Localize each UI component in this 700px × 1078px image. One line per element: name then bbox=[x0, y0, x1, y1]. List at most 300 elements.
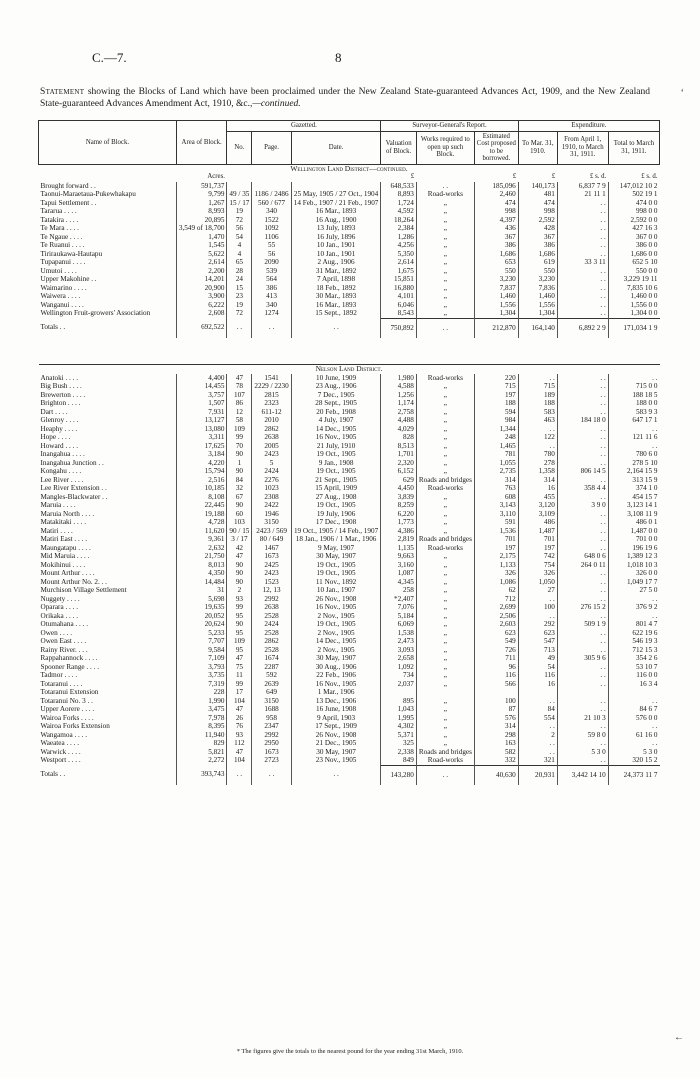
cell-to: 1,556 bbox=[518, 301, 557, 310]
cell-works: „ bbox=[416, 292, 474, 301]
cell-area: 11,620 bbox=[176, 527, 227, 536]
cell-to: 2,592 bbox=[518, 216, 557, 225]
cell-name: Mount Arthur . . . . bbox=[40, 569, 95, 577]
cell-no: 109 bbox=[227, 425, 252, 434]
cell-to: 1,304 bbox=[518, 309, 557, 318]
cell-est: 40,630 bbox=[474, 765, 518, 785]
cell-works: „ bbox=[416, 416, 474, 425]
cell-val: 1,286 bbox=[381, 233, 416, 242]
cell-val: 1,135 bbox=[381, 544, 416, 553]
cell-val: 2,320 bbox=[381, 459, 416, 468]
cell-date: 9 May, 1907 bbox=[291, 544, 381, 553]
cell-tot: 278 5 10 bbox=[608, 459, 659, 468]
cell-page: 12, 13 bbox=[252, 586, 291, 595]
cell-tot: 326 0 0 bbox=[608, 569, 659, 578]
cell-est: 2,735 bbox=[474, 467, 518, 476]
cell-from: . . bbox=[557, 637, 608, 646]
cell-page: 2528 bbox=[252, 646, 291, 655]
cell-date: 7 Dec., 1905 bbox=[291, 391, 381, 400]
table-row bbox=[39, 267, 660, 276]
cell-est: 763 bbox=[474, 484, 518, 493]
cell-from: . . bbox=[557, 595, 608, 604]
cell-name: Owen East . . . . bbox=[40, 637, 87, 645]
cell-name: Waeatea . . . . bbox=[40, 739, 80, 747]
cell-no: 90 bbox=[227, 501, 252, 510]
cell-est: 701 bbox=[474, 535, 518, 544]
cell-name: Brought forward . . bbox=[40, 181, 96, 190]
table-row bbox=[39, 629, 660, 638]
cell-from: . . bbox=[557, 301, 608, 310]
cell-works: „ bbox=[416, 510, 474, 519]
cell-est: 220 bbox=[474, 374, 518, 383]
cell-est: 185,096 bbox=[474, 182, 518, 191]
cell-est: 608 bbox=[474, 493, 518, 502]
cell-works: „ bbox=[416, 620, 474, 629]
table-row bbox=[39, 697, 660, 706]
cell-date: 2 Nov., 1905 bbox=[291, 612, 381, 621]
cell-no: 90 bbox=[227, 561, 252, 570]
cell-date: 22 Feb., 1906 bbox=[291, 671, 381, 680]
cell-est: 1,086 bbox=[474, 578, 518, 587]
cell-no: 76 bbox=[227, 722, 252, 731]
cell-area: 4,728 bbox=[176, 518, 227, 527]
cell-name: Warwick . . . . bbox=[40, 747, 81, 756]
cell-est: 212,870 bbox=[474, 318, 518, 338]
cell-tot: . . bbox=[608, 697, 659, 706]
cell-to: 1,686 bbox=[518, 250, 557, 259]
cell-date: 27 Aug., 1908 bbox=[291, 493, 381, 502]
cell-no: 1 bbox=[227, 459, 252, 468]
cell-name: Lee River Extension . . bbox=[40, 484, 107, 492]
cell-area: 4,220 bbox=[176, 459, 227, 468]
cell-no: 90 / 15 bbox=[227, 527, 252, 536]
cell-from: . . bbox=[557, 739, 608, 748]
cell-tot: . . bbox=[608, 595, 659, 604]
cell-area: 20,900 bbox=[176, 284, 227, 293]
cell-est: 712 bbox=[474, 595, 518, 604]
cell-page: 2287 bbox=[252, 663, 291, 672]
cell-date: 19 Oct., 1905 bbox=[291, 467, 381, 476]
cell-val: 1,174 bbox=[381, 399, 416, 408]
cell-val: 8,513 bbox=[381, 442, 416, 451]
cell-est: 163 bbox=[474, 739, 518, 748]
cell-to: 754 bbox=[518, 561, 557, 570]
cell-date: 19 Oct., 1905 bbox=[291, 620, 381, 629]
table-row bbox=[39, 425, 660, 434]
table-row bbox=[39, 731, 660, 740]
cell-est: 7,837 bbox=[474, 284, 518, 293]
col-gazetted: Gazetted. bbox=[227, 121, 381, 132]
cell-tot: 116 0 0 bbox=[608, 671, 659, 680]
cell-area: 9,799 bbox=[176, 190, 227, 199]
cell-from: . . bbox=[557, 450, 608, 459]
cell-no: 99 bbox=[227, 603, 252, 612]
cell-name: Otumahana . . . . bbox=[40, 620, 89, 628]
cell-est: 3,110 bbox=[474, 510, 518, 519]
cell-no: 67 bbox=[227, 493, 252, 502]
cell-area: 2,272 bbox=[176, 756, 227, 765]
cell-works: „ bbox=[416, 714, 474, 723]
cell-no: 65 bbox=[227, 258, 252, 267]
cell-page: 539 bbox=[252, 267, 291, 276]
cell-works: „ bbox=[416, 233, 474, 242]
table-row bbox=[39, 374, 660, 383]
cell-area: 5,698 bbox=[176, 595, 227, 604]
table-row bbox=[39, 637, 660, 646]
cell-area: 4,400 bbox=[176, 374, 227, 383]
cell-val: 849 bbox=[381, 756, 416, 765]
cell-val: 750,892 bbox=[381, 318, 416, 338]
table-row bbox=[39, 207, 660, 216]
cell-est: 2,460 bbox=[474, 190, 518, 199]
cell-no: 72 bbox=[227, 309, 252, 318]
cell-name: Mangles-Blackwater . . bbox=[40, 492, 108, 501]
report-code: C.—7. bbox=[92, 50, 127, 65]
cell-est: 2,699 bbox=[474, 603, 518, 612]
cell-no: 12 bbox=[227, 408, 252, 417]
cell-date: 16 Mar., 1893 bbox=[291, 301, 381, 310]
cell-from: 3,442 14 10 bbox=[557, 765, 608, 785]
cell-val: 9,663 bbox=[381, 552, 416, 561]
cell-date: 7 April, 1898 bbox=[291, 275, 381, 284]
cell-area: 393,743 bbox=[176, 765, 227, 785]
cell-tot: 801 4 7 bbox=[608, 620, 659, 629]
cell-val: 4,345 bbox=[381, 578, 416, 587]
cell-name: Te Ruanui . . . . bbox=[40, 241, 85, 249]
cell-tot: 171,034 1 9 bbox=[608, 318, 659, 338]
cell-to: . . bbox=[518, 595, 557, 604]
cell-val: 1,043 bbox=[381, 705, 416, 714]
cell-page: 2950 bbox=[252, 739, 291, 748]
cell-val: 4,450 bbox=[381, 484, 416, 493]
cell-tot: . . bbox=[608, 612, 659, 621]
cell-from: . . bbox=[557, 612, 608, 621]
cell-no: 4 bbox=[227, 250, 252, 259]
cell-from: . . bbox=[557, 493, 608, 502]
cell-page: 2005 bbox=[252, 442, 291, 451]
cell-name: Totals . . bbox=[40, 770, 66, 779]
cell-to: . . bbox=[518, 425, 557, 434]
cell-val: 1,980 bbox=[381, 374, 416, 383]
cell-val: 4,588 bbox=[381, 382, 416, 391]
cell-area: 1,267 bbox=[176, 199, 227, 208]
cell-area: 829 bbox=[176, 739, 227, 748]
cell-works: „ bbox=[416, 527, 474, 536]
cell-est: 1,344 bbox=[474, 425, 518, 434]
cell-date: 13 July, 1893 bbox=[291, 224, 381, 233]
cell-date: 19 Oct., 1905 bbox=[291, 561, 381, 570]
cell-est: 87 bbox=[474, 705, 518, 714]
cell-page: 1467 bbox=[252, 544, 291, 553]
cell-name: Brewerton . . . . bbox=[40, 390, 86, 399]
cell-works: „ bbox=[416, 680, 474, 689]
cell-est: 591 bbox=[474, 518, 518, 527]
cell-from: . . bbox=[557, 309, 608, 318]
cell-tot: 367 0 0 bbox=[608, 233, 659, 242]
cell-date: 16 July, 1896 bbox=[291, 233, 381, 242]
cell-to: 197 bbox=[518, 544, 557, 553]
title-continued: —continued. bbox=[252, 99, 301, 109]
cell-no: 19 bbox=[227, 301, 252, 310]
table-row bbox=[39, 275, 660, 284]
cell-est: 96 bbox=[474, 663, 518, 672]
cell-name: Wangamoa . . . . bbox=[40, 730, 88, 739]
cell-from: 806 14 5 bbox=[557, 467, 608, 476]
cell-val: 1,092 bbox=[381, 663, 416, 672]
col-total: Total to March 31, 1911. bbox=[608, 131, 659, 164]
cell-from: 21 10 3 bbox=[557, 714, 608, 723]
cell-name: Maruia North . . . . bbox=[40, 509, 95, 518]
cell-page: 1092 bbox=[252, 224, 291, 233]
cell-tot: 386 0 0 bbox=[608, 241, 659, 250]
cell-works: „ bbox=[416, 501, 474, 510]
cell-tot: 7,835 10 6 bbox=[608, 284, 659, 293]
cell-name: Matakitaki . . . . bbox=[40, 518, 87, 526]
cell-date: . . bbox=[291, 765, 381, 785]
cell-no: 99 bbox=[227, 680, 252, 689]
cell-works: „ bbox=[416, 722, 474, 731]
blocks-table bbox=[38, 120, 660, 785]
cell-to: 780 bbox=[518, 450, 557, 459]
table-row bbox=[39, 459, 660, 468]
cell-area: 7,319 bbox=[176, 680, 227, 689]
cell-tot: 1,686 0 0 bbox=[608, 250, 659, 259]
cell-no: 58 bbox=[227, 416, 252, 425]
margin-mark: ‘ bbox=[680, 88, 684, 99]
cell-to: 367 bbox=[518, 233, 557, 242]
cell-page: 80 / 649 bbox=[252, 535, 291, 544]
cell-to: 49 bbox=[518, 654, 557, 663]
cell-name: Taonui-Maraetaua-Pukewhakapu bbox=[40, 190, 136, 198]
cell-area: 692,522 bbox=[176, 318, 227, 338]
cell-est: 726 bbox=[474, 646, 518, 655]
cell-from: . . bbox=[557, 250, 608, 259]
cell-date: 17 Dec., 1908 bbox=[291, 518, 381, 527]
cell-date: 15 April, 1909 bbox=[291, 484, 381, 493]
cell-area: 3,184 bbox=[176, 450, 227, 459]
cell-date bbox=[291, 182, 381, 191]
cell-from: . . bbox=[557, 544, 608, 553]
cell-name: Dart . . . . bbox=[40, 407, 68, 416]
cell-no: 47 bbox=[227, 374, 252, 383]
cell-page: 2010 bbox=[252, 416, 291, 425]
cell-name: Matiri . . . . bbox=[40, 526, 73, 535]
cell-to: 54 bbox=[518, 663, 557, 672]
cell-tot: 622 19 6 bbox=[608, 629, 659, 638]
cell-page: 2276 bbox=[252, 476, 291, 485]
cell-area: 591,737 bbox=[176, 182, 227, 191]
table-row bbox=[39, 501, 660, 510]
cell-tot: 1,049 17 7 bbox=[608, 578, 659, 587]
cell-name: Tadmor . . . . bbox=[40, 671, 78, 679]
cell-est: 188 bbox=[474, 399, 518, 408]
cell-area: 1,470 bbox=[176, 233, 227, 242]
cell-works: „ bbox=[416, 697, 474, 706]
cell-works: „ bbox=[416, 561, 474, 570]
table-row bbox=[39, 382, 660, 391]
cell-date: 26 Nov., 1908 bbox=[291, 595, 381, 604]
table-row bbox=[39, 663, 660, 672]
cell-page: 340 bbox=[252, 207, 291, 216]
cell-date: 16 Nov., 1905 bbox=[291, 433, 381, 442]
cell-name: Totaranui No. 3 . . bbox=[40, 696, 93, 705]
cell-date: 19 Oct., 1905 bbox=[291, 501, 381, 510]
cell-tot: 61 16 0 bbox=[608, 731, 659, 740]
cell-area: 7,109 bbox=[176, 654, 227, 663]
cell-works: „ bbox=[416, 467, 474, 476]
cell-area: 17,625 bbox=[176, 442, 227, 451]
cell-to: 16 bbox=[518, 484, 557, 493]
cell-val: 6,152 bbox=[381, 467, 416, 476]
cell-page: 56 bbox=[252, 250, 291, 259]
cell-name: Waiwera . . . . bbox=[40, 292, 81, 300]
cell-works: Roads and bridges bbox=[416, 748, 474, 757]
cell-name: Rainy River. . . . bbox=[40, 645, 88, 654]
cell-est: 197 bbox=[474, 544, 518, 553]
cell-tot: 576 0 0 bbox=[608, 714, 659, 723]
cell-date: 18 Jan., 1906 / 1 Mar., 1906 bbox=[291, 535, 381, 544]
cell-works: „ bbox=[416, 224, 474, 233]
cell-page: 1023 bbox=[252, 484, 291, 493]
cell-from: . . bbox=[557, 680, 608, 689]
table-row bbox=[39, 722, 660, 731]
col-from-apr: From April 1, 1910, to March 31, 1911. bbox=[557, 131, 608, 164]
cell-to: 292 bbox=[518, 620, 557, 629]
cell-area: 13,127 bbox=[176, 416, 227, 425]
cell-val: 1,675 bbox=[381, 267, 416, 276]
cell-page: 340 bbox=[252, 301, 291, 310]
cell-page: 611-12 bbox=[252, 408, 291, 417]
cell-name: Wellington Fruit-growers' Association bbox=[40, 309, 151, 318]
cell-page: 2308 bbox=[252, 493, 291, 502]
cell-to: 554 bbox=[518, 714, 557, 723]
cell-date: 30 May, 1907 bbox=[291, 748, 381, 757]
cell-no: 99 bbox=[227, 433, 252, 442]
table-row bbox=[39, 535, 660, 544]
cell-no: 95 bbox=[227, 646, 252, 655]
cell-page: 413 bbox=[252, 292, 291, 301]
cell-no: 3 / 17 bbox=[227, 535, 252, 544]
cell-tot: 2,164 15 9 bbox=[608, 467, 659, 476]
cell-works: „ bbox=[416, 267, 474, 276]
cell-to: 116 bbox=[518, 671, 557, 680]
cell-val: 734 bbox=[381, 671, 416, 680]
cell-tot: 998 0 0 bbox=[608, 207, 659, 216]
cell-works: „ bbox=[416, 207, 474, 216]
cell-val: 4,592 bbox=[381, 207, 416, 216]
cell-works: „ bbox=[416, 569, 474, 578]
cell-from: . . bbox=[557, 275, 608, 284]
cell-to: 189 bbox=[518, 391, 557, 400]
table-row bbox=[39, 250, 660, 259]
cell-from: . . bbox=[557, 535, 608, 544]
table-row bbox=[39, 493, 660, 502]
cell-val: 1,087 bbox=[381, 569, 416, 578]
cell-works: „ bbox=[416, 241, 474, 250]
col-page: Page. bbox=[252, 131, 291, 164]
cell-name: Anatoki . . . . bbox=[40, 373, 79, 382]
cell-no: 95 bbox=[227, 612, 252, 621]
cell-area: 2,632 bbox=[176, 544, 227, 553]
cell-val: 5,371 bbox=[381, 731, 416, 740]
cell-val: 16,880 bbox=[381, 284, 416, 293]
cell-tot: 354 2 6 bbox=[608, 654, 659, 663]
table-row bbox=[39, 620, 660, 629]
cell-est: 550 bbox=[474, 267, 518, 276]
cell-tot: . . bbox=[608, 374, 659, 383]
cell-est: 314 bbox=[474, 722, 518, 731]
cell-from: . . bbox=[557, 705, 608, 714]
cell-name: Big Bush . . . . bbox=[40, 382, 82, 390]
cell-est: 4,397 bbox=[474, 216, 518, 225]
cell-works: „ bbox=[416, 250, 474, 259]
cell-est: 474 bbox=[474, 199, 518, 208]
cell-name: Umutoi . . . . bbox=[40, 266, 77, 275]
cell-from: . . bbox=[557, 476, 608, 485]
cell-to: 550 bbox=[518, 267, 557, 276]
cell-tot: 27 5 0 bbox=[608, 586, 659, 595]
cell-area: 8,013 bbox=[176, 561, 227, 570]
cell-tot bbox=[608, 688, 659, 697]
cell-est: 2,603 bbox=[474, 620, 518, 629]
cell-date: 30 May, 1907 bbox=[291, 654, 381, 663]
table-row bbox=[39, 284, 660, 293]
cell-name: Wairoa Forks Extension bbox=[40, 722, 110, 730]
cell-to: 481 bbox=[518, 190, 557, 199]
cell-area: 3,549 of 18,700 bbox=[176, 224, 227, 233]
cell-val: 828 bbox=[381, 433, 416, 442]
cell-no: 72 bbox=[227, 216, 252, 225]
cell-name: Rappahannock . . . . bbox=[40, 654, 98, 662]
cell-no: 24 bbox=[227, 275, 252, 284]
cell-works: „ bbox=[416, 301, 474, 310]
cell-no: 109 bbox=[227, 637, 252, 646]
cell-works: „ bbox=[416, 442, 474, 451]
cell-no: 78 bbox=[227, 382, 252, 391]
cell-works: Road-works bbox=[416, 756, 474, 765]
cell-area: 3,793 bbox=[176, 663, 227, 672]
cell-from: . . bbox=[557, 578, 608, 587]
cell-name: Heaphy . . . . bbox=[40, 424, 78, 433]
cell-name: Upper Aorere . . . . bbox=[40, 705, 95, 713]
cell-page: 2638 bbox=[252, 433, 291, 442]
cell-from: . . bbox=[557, 756, 608, 765]
cell-date: 11 Nov., 1892 bbox=[291, 578, 381, 587]
cell-date: 19 July, 1906 bbox=[291, 510, 381, 519]
cell-page: 1522 bbox=[252, 216, 291, 225]
cell-to: 583 bbox=[518, 408, 557, 417]
cell-to: 164,140 bbox=[518, 318, 557, 338]
cell-area: 3,475 bbox=[176, 705, 227, 714]
table-row bbox=[39, 467, 660, 476]
cell-from: . . bbox=[557, 408, 608, 417]
cell-area: 20,052 bbox=[176, 612, 227, 621]
cell-to: 321 bbox=[518, 756, 557, 765]
cell-date: 10 June, 1909 bbox=[291, 374, 381, 383]
cell-name: Totaranui Extension bbox=[40, 688, 99, 696]
totals-row bbox=[39, 318, 660, 338]
table-row bbox=[39, 569, 660, 578]
cell-date: 18 Feb., 1892 bbox=[291, 284, 381, 293]
cell-works: Road-works bbox=[416, 374, 474, 383]
cell-date: 30 Aug., 1906 bbox=[291, 663, 381, 672]
cell-area: 19,188 bbox=[176, 510, 227, 519]
table-row bbox=[39, 301, 660, 310]
cell-works: . . bbox=[416, 765, 474, 785]
cell-date: 15 Sept., 1892 bbox=[291, 309, 381, 318]
cell-works: „ bbox=[416, 731, 474, 740]
cell-from: . . bbox=[557, 391, 608, 400]
